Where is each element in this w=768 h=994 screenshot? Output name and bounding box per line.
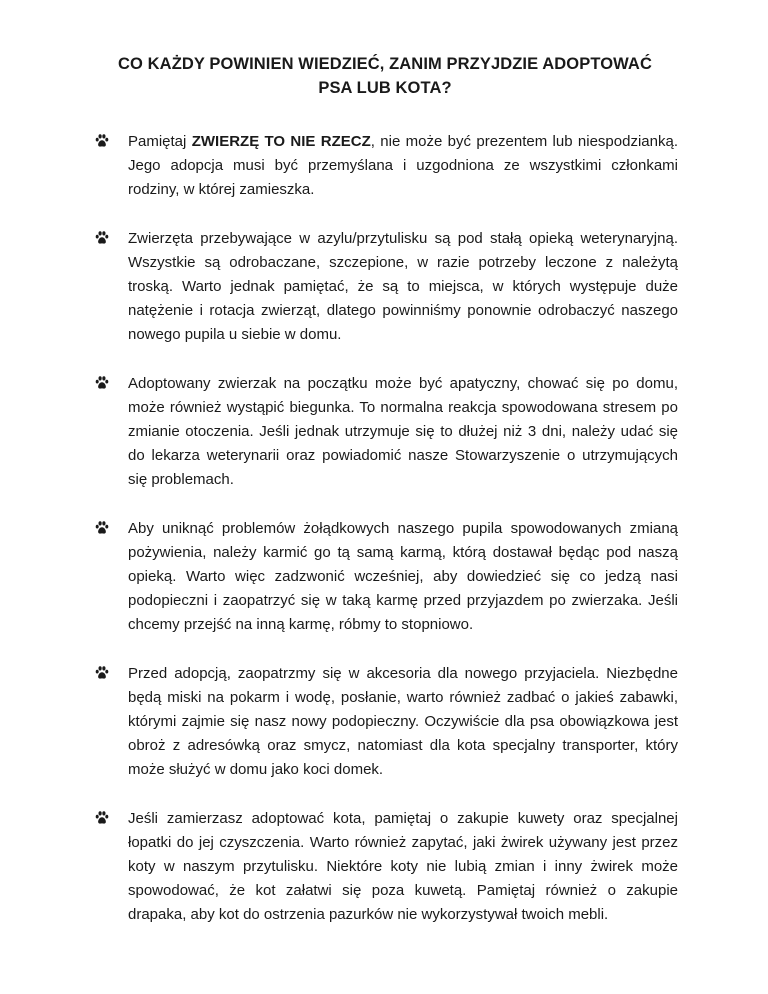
list-item: [92, 662, 678, 782]
list-item-text: Adoptowany zwierzak na początku może być apatyczny, chować się po domu, może również wystąpić biegunka. To normalna reakcja spowodowana stresem po zmianie otoczenia. Jeśli jednak utrzymuje się to dłużej niż 3 dni, należy udać się do lekarza weterynarii oraz powiadomić nasze Stowarzyszenie o utrzymujących się problemach.: [128, 375, 678, 488]
list-item: [92, 227, 678, 347]
paw-icon: [94, 520, 110, 536]
list-item: [92, 372, 678, 492]
paw-icon: [94, 665, 110, 681]
list-item: [92, 130, 678, 202]
title-line-1: CO KAŻDY POWINIEN WIEDZIEĆ, ZANIM PRZYJDZIE ADOPTOWAĆ: [118, 55, 652, 73]
document-title: [92, 52, 678, 100]
paw-icon: [94, 133, 110, 149]
list-item-text: Przed adopcją, zaopatrzmy się w akcesoria dla nowego przyjaciela. Niezbędne będą miski na pokarm i wodę, posłanie, warto również zadbać o jakieś zabawki, którymi zajmie się nasz nowy podopieczny. Oczywiście dla psa obowiązkowa jest obroż z adresówką oraz smycz, natomiast dla kota specjalny transporter, który może służyć w domu jako koci domek.: [128, 665, 678, 778]
list-item: [92, 807, 678, 927]
list-item: [92, 517, 678, 637]
list-item-text: Pamiętaj ZWIERZĘ TO NIE RZECZ, nie może być prezentem lub niespodzianką. Jego adopcja musi być przemyślana i uzgodniona ze wszystkimi członkami rodziny, w której zamieszka.: [128, 133, 678, 198]
paw-icon: [94, 375, 110, 391]
list-item-text: Jeśli zamierzasz adoptować kota, pamiętaj o zakupie kuwety oraz specjalnej łopatki do jej czyszczenia. Warto również zapytać, jaki żwirek używany jest przez koty w naszym przytulisku. Niektóre koty nie lubią zmian i inny żwirek może spowodować, że kot załatwi się poza kuwetą. Pamiętaj również o zakupie drapaka, aby kot do ostrzenia pazurków nie wykorzystywał twoich mebli.: [128, 810, 678, 923]
paw-icon: [94, 810, 110, 826]
list-item-text: Aby uniknąć problemów żołądkowych naszego pupila spowodowanych zmianą pożywienia, należy karmić go tą samą karmą, którą dostawał będąc pod naszą opieką. Warto więc zadzwonić wcześniej, aby dowiedzieć się co jedzą nasi podopieczni i zaopatrzyć się w taką karmę przed przyjazdem po zwierzaka. Jeśli chcemy przejść na inną karmę, róbmy to stopniowo.: [128, 520, 678, 633]
list-item-text: Zwierzęta przebywające w azylu/przytulisku są pod stałą opieką weterynaryjną. Wszystkie są odrobaczane, szczepione, w razie potrzeby leczone z należytą troską. Warto jednak pamiętać, że są to miejsca, w których występuje duże natężenie i rotacja zwierząt, dlatego powinniśmy ponownie odrobaczyć naszego nowego pupila u siebie w domu.: [128, 230, 678, 343]
tips-list: [92, 130, 678, 927]
title-line-2: PSA LUB KOTA?: [318, 79, 452, 97]
emphasis-text: ZWIERZĘ TO NIE RZECZ: [191, 133, 371, 150]
paw-icon: [94, 230, 110, 246]
